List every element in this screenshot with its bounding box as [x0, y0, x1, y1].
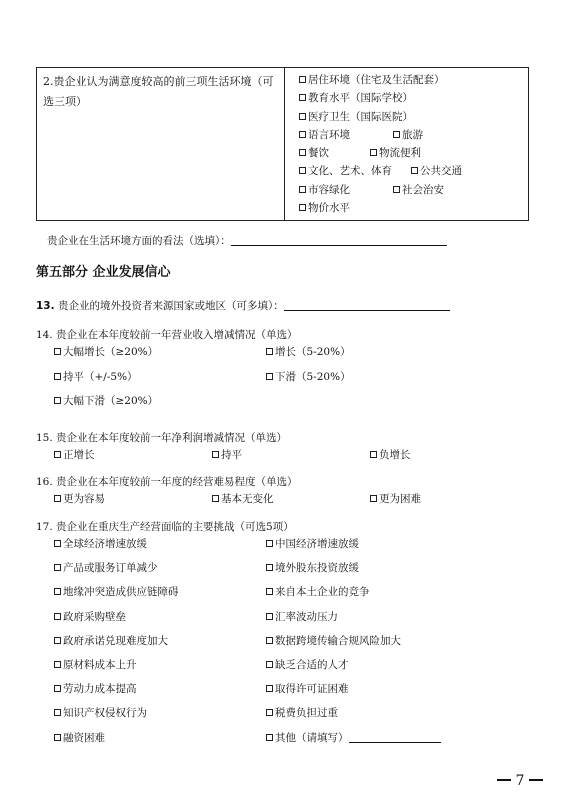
q17-option: [54, 731, 105, 745]
checkbox[interactable]: [299, 94, 306, 101]
checkbox[interactable]: [54, 637, 61, 644]
option-label: 更为困难: [379, 493, 421, 505]
q16-option: [54, 492, 105, 506]
q17-option: [54, 537, 147, 551]
option-label: 旅游: [402, 128, 423, 141]
option-label: 产品或服务订单减少: [63, 562, 158, 574]
q17-option: [54, 585, 179, 599]
q17-option: [54, 561, 158, 575]
checkbox[interactable]: [411, 167, 418, 174]
checkbox[interactable]: [266, 348, 273, 355]
checkbox[interactable]: [266, 373, 273, 380]
option-row: [299, 108, 528, 126]
question-2-options: [285, 68, 529, 221]
question-13-text: 贵企业的境外投资者来源国家或地区（可多填）：: [57, 300, 284, 312]
q16-option: [370, 492, 421, 506]
question-14-title: 14. 贵企业在本年度较前一年营业收入增减情况（单选）: [36, 329, 298, 341]
q17-option: [54, 658, 137, 672]
living-environment-table: [36, 67, 529, 221]
option-label: 境外股东投资放缓: [275, 562, 359, 574]
checkbox[interactable]: [54, 348, 61, 355]
option-label: 市容绿化: [308, 183, 350, 196]
question-13: [36, 299, 450, 313]
q17-option: [54, 706, 147, 720]
question-13-number: 13.: [36, 300, 55, 312]
option-row: [299, 162, 528, 180]
option-label: 负增长: [379, 449, 411, 461]
option-label: 汇率波动压力: [275, 611, 338, 623]
option-label: 持平: [221, 449, 242, 461]
page-number-text: 7: [515, 773, 525, 789]
option-row: [299, 144, 528, 162]
checkbox[interactable]: [370, 451, 377, 458]
checkbox[interactable]: [54, 709, 61, 716]
q17-option: [266, 682, 349, 696]
option-label: 其他（请填写）: [275, 732, 349, 744]
checkbox[interactable]: [54, 613, 61, 620]
option-label: 知识产权侵权行为: [63, 707, 147, 719]
q14-option: [266, 370, 351, 384]
option-label: 餐饮: [308, 147, 329, 160]
q17-option: [266, 706, 338, 720]
option-label: 基本无变化: [221, 493, 274, 505]
option-label: 公共交通: [420, 165, 462, 178]
checkbox[interactable]: [54, 685, 61, 692]
checkbox[interactable]: [393, 131, 400, 138]
q14-option: [54, 394, 158, 408]
q17-option: [266, 731, 441, 745]
option-label: 大幅下滑（≥20%）: [63, 395, 159, 407]
checkbox[interactable]: [299, 186, 306, 193]
page-number: [497, 773, 543, 789]
checkbox[interactable]: [54, 495, 61, 502]
checkbox[interactable]: [54, 373, 61, 380]
option-label: 下滑（5-20%）: [275, 371, 351, 383]
q17-option: [54, 610, 126, 624]
option-label: 社会治安: [402, 183, 444, 196]
q14-option: [54, 370, 138, 384]
q17-option: [266, 634, 401, 648]
option-label: 语言环境: [308, 128, 350, 141]
checkbox[interactable]: [393, 186, 400, 193]
q17-option: [266, 610, 338, 624]
option-label: 正增长: [63, 449, 95, 461]
option-label: 增长（5-20%）: [275, 346, 351, 358]
question-15-title: 15. 贵企业在本年度较前一年净利润增减情况（单选）: [36, 432, 288, 444]
q14-option: [54, 345, 158, 359]
other-blank[interactable]: [349, 742, 441, 743]
option-label: 劳动力成本提高: [63, 683, 137, 695]
option-label: 政府承诺兑现难度加大: [63, 635, 168, 647]
checkbox[interactable]: [299, 149, 306, 156]
q17-option: [266, 658, 349, 672]
dash-right: [529, 779, 543, 781]
option-label: 来自本土企业的竞争: [275, 586, 370, 598]
q16-option: [212, 492, 274, 506]
checkbox[interactable]: [299, 76, 306, 83]
checkbox[interactable]: [266, 661, 273, 668]
option-label: 数据跨境传输合规风险加大: [275, 635, 401, 647]
option-label: 政府采购壁垒: [63, 611, 126, 623]
checkbox[interactable]: [54, 734, 61, 741]
question-2-cell: [37, 68, 285, 221]
checkbox[interactable]: [54, 451, 61, 458]
option-label: 中国经济增速放缓: [275, 538, 359, 550]
checkbox[interactable]: [299, 204, 306, 211]
q17-option: [266, 561, 359, 575]
q17-option: [54, 682, 137, 696]
checkbox[interactable]: [54, 540, 61, 547]
checkbox[interactable]: [54, 564, 61, 571]
option-label: 医疗卫生（国际医院）: [308, 110, 413, 123]
option-label: 税费负担过重: [275, 707, 338, 719]
checkbox[interactable]: [54, 661, 61, 668]
checkbox[interactable]: [54, 397, 61, 404]
option-row: [299, 126, 528, 144]
checkbox[interactable]: [266, 709, 273, 716]
option-label: 持平（+/-5%）: [63, 371, 138, 383]
checkbox[interactable]: [212, 495, 219, 502]
q15-option: [370, 448, 411, 462]
checkbox[interactable]: [54, 588, 61, 595]
checkbox[interactable]: [266, 613, 273, 620]
env-view-line: [47, 234, 447, 248]
section-title: 第五部分 企业发展信心: [36, 265, 171, 280]
q14-option: [266, 345, 351, 359]
q17-option: [266, 585, 370, 599]
option-label: 大幅增长（≥20%）: [63, 346, 159, 358]
q15-option: [54, 448, 95, 462]
q17-option: [54, 634, 168, 648]
checkbox[interactable]: [370, 149, 377, 156]
checkbox[interactable]: [266, 564, 273, 571]
checkbox[interactable]: [370, 495, 377, 502]
option-label: 原材料成本上升: [63, 659, 137, 671]
option-label: 缺乏合适的人才: [275, 659, 349, 671]
checkbox[interactable]: [299, 167, 306, 174]
option-label: 融资困难: [63, 732, 105, 744]
checkbox[interactable]: [299, 131, 306, 138]
option-label: 居住环境（住宅及生活配套）: [308, 74, 445, 86]
checkbox[interactable]: [266, 734, 273, 741]
q15-option: [212, 448, 242, 462]
option-label: 教育水平（国际学校）: [308, 92, 413, 105]
option-row: [299, 181, 528, 199]
option-row: [299, 199, 528, 217]
checkbox[interactable]: [266, 685, 273, 692]
checkbox[interactable]: [299, 113, 306, 120]
dash-left: [497, 779, 511, 781]
checkbox[interactable]: [266, 540, 273, 547]
question-13-blank[interactable]: [284, 310, 450, 311]
option-label: 取得许可证困难: [275, 683, 349, 695]
option-label: 物价水平: [308, 202, 350, 215]
q17-option: [266, 537, 359, 551]
env-view-prompt: 贵企业在生活环境方面的看法（选填）：: [47, 235, 231, 247]
option-label: 文化、艺术、体育: [308, 165, 392, 178]
checkbox[interactable]: [212, 451, 219, 458]
option-row: [299, 71, 528, 89]
question-17-title: 17. 贵企业在重庆生产经营面临的主要挑战（可选5项）: [36, 521, 294, 533]
option-label: 更为容易: [63, 493, 105, 505]
option-label: 物流便利: [379, 147, 421, 160]
env-view-blank[interactable]: [231, 245, 447, 246]
option-label: 全球经济增速放缓: [63, 538, 147, 550]
question-16-title: 16. 贵企业在本年度较前一年度的经营难易程度（单选）: [36, 476, 298, 488]
option-label: 地缘冲突造成供应链障碍: [63, 586, 179, 598]
checkbox[interactable]: [266, 637, 273, 644]
question-2-text: 2.贵企业认为满意度较高的前三项生活环境（可选三项）: [43, 75, 274, 108]
checkbox[interactable]: [266, 588, 273, 595]
option-row: [299, 89, 528, 107]
